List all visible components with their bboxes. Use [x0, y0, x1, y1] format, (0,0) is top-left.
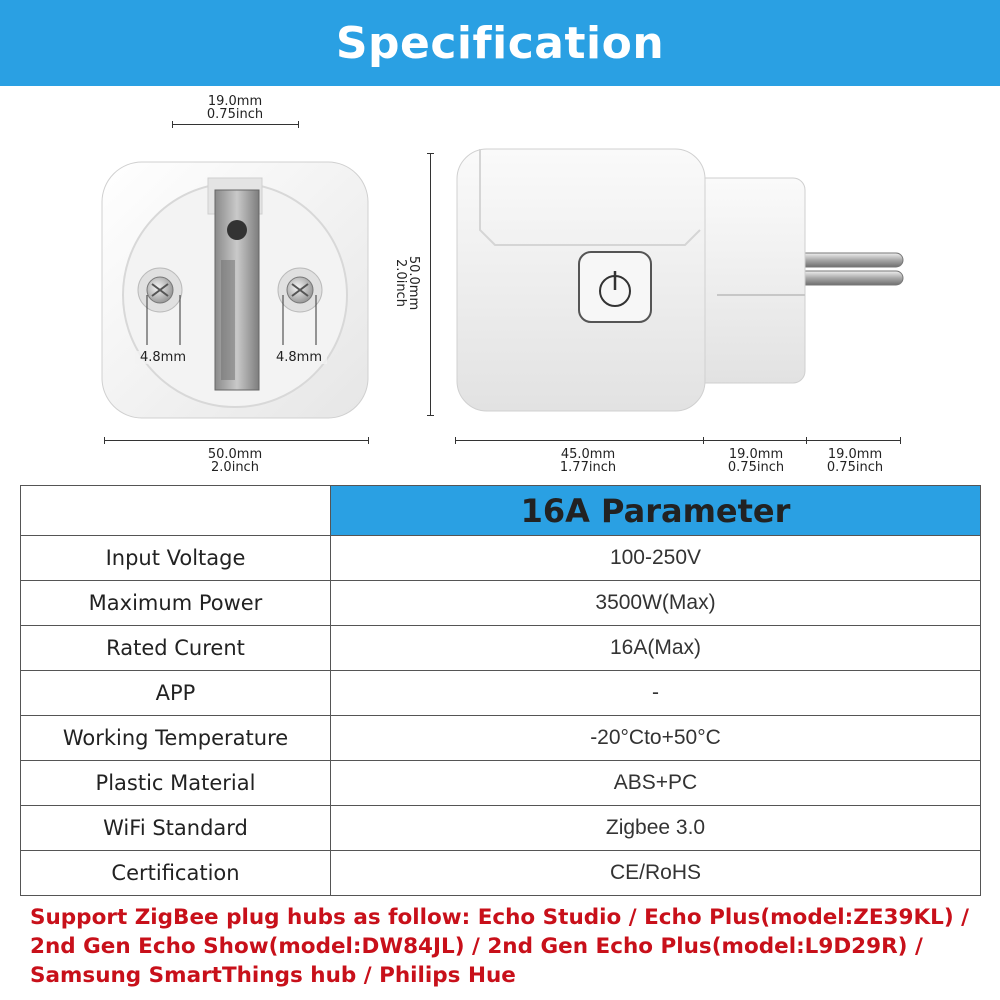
side-pin-dim-inch: 0.75inch — [826, 460, 884, 475]
side-height-dim-tick-top — [427, 153, 434, 154]
row-label: Certification — [21, 851, 331, 896]
table-row — [21, 806, 981, 851]
support-note — [30, 903, 980, 990]
row-value: - — [331, 671, 981, 716]
side-body-dimension — [538, 448, 638, 474]
spec-table-header: 16A Parameter — [331, 486, 981, 536]
front-top-dim-inch: 0.75inch — [206, 107, 264, 122]
side-dim-tick-4 — [900, 437, 901, 444]
side-dim-tick-1 — [455, 437, 456, 444]
front-top-dim-line — [172, 124, 298, 125]
side-body-dim-inch: 1.77inch — [559, 460, 617, 475]
side-body-dim-mm: 45.0mm — [560, 447, 616, 462]
spec-table-corner-cell — [21, 486, 331, 536]
support-note-line-1: Support ZigBee plug hubs as follow: Echo Studio / Echo Plus(model:ZE39KL) / — [30, 905, 969, 930]
front-left-pin-dimension: 4.8mm — [135, 351, 191, 364]
row-label: Working Temperature — [21, 716, 331, 761]
table-row — [21, 536, 981, 581]
side-dim-tick-2 — [703, 437, 704, 444]
side-height-dim-line — [430, 153, 431, 415]
table-row — [21, 671, 981, 716]
table-row — [21, 626, 981, 671]
row-value: ABS+PC — [331, 761, 981, 806]
side-collar-dim-mm: 19.0mm — [728, 447, 784, 462]
side-bottom-dim-line — [455, 440, 900, 441]
header-banner — [0, 0, 1000, 86]
side-height-dim-mm: 50.0mm — [406, 255, 421, 311]
row-value: -20°Cto+50°C — [331, 716, 981, 761]
spec-table-header-row — [21, 486, 981, 536]
page-title: Specification — [335, 17, 665, 69]
front-bottom-dim-tick-right — [368, 437, 369, 444]
front-bottom-dim-tick-left — [104, 437, 105, 444]
side-collar-dim-inch: 0.75inch — [727, 460, 785, 475]
row-value: 100-250V — [331, 536, 981, 581]
table-row — [21, 761, 981, 806]
front-top-dim-tick-right — [298, 121, 299, 128]
front-bottom-dim-line — [104, 440, 368, 441]
front-bottom-dimension — [185, 448, 285, 474]
row-label: Plastic Material — [21, 761, 331, 806]
side-height-dim-inch: 2.0inch — [393, 259, 408, 307]
support-note-line-3: Samsung SmartThings hub / Philips Hue — [30, 963, 516, 988]
row-value: 16A(Max) — [331, 626, 981, 671]
table-row — [21, 851, 981, 896]
row-value: Zigbee 3.0 — [331, 806, 981, 851]
front-top-dimension — [185, 95, 285, 121]
front-top-dim-mm: 19.0mm — [207, 94, 263, 109]
row-value: CE/RoHS — [331, 851, 981, 896]
front-right-pin-dimension: 4.8mm — [271, 351, 327, 364]
row-label: APP — [21, 671, 331, 716]
row-label: WiFi Standard — [21, 806, 331, 851]
support-note-line-2: 2nd Gen Echo Show(model:DW84JL) / 2nd Gen Echo Plus(model:L9D29R) / — [30, 934, 923, 959]
table-row — [21, 581, 981, 626]
front-top-dim-tick-left — [172, 121, 173, 128]
front-bottom-dim-inch: 2.0inch — [211, 460, 259, 475]
spec-table — [20, 485, 981, 896]
side-pin-dimension — [805, 448, 905, 474]
plug-side-image — [455, 145, 915, 415]
side-height-dim-tick-bottom — [427, 415, 434, 416]
front-bottom-dim-mm: 50.0mm — [207, 447, 263, 462]
side-pin-dim-mm: 19.0mm — [827, 447, 883, 462]
side-height-dimension — [394, 233, 420, 333]
row-label: Input Voltage — [21, 536, 331, 581]
row-label: Maximum Power — [21, 581, 331, 626]
plug-front-image — [100, 160, 370, 420]
table-row — [21, 716, 981, 761]
side-dim-tick-3 — [806, 437, 807, 444]
row-label: Rated Curent — [21, 626, 331, 671]
row-value: 3500W(Max) — [331, 581, 981, 626]
side-collar-dimension — [706, 448, 806, 474]
